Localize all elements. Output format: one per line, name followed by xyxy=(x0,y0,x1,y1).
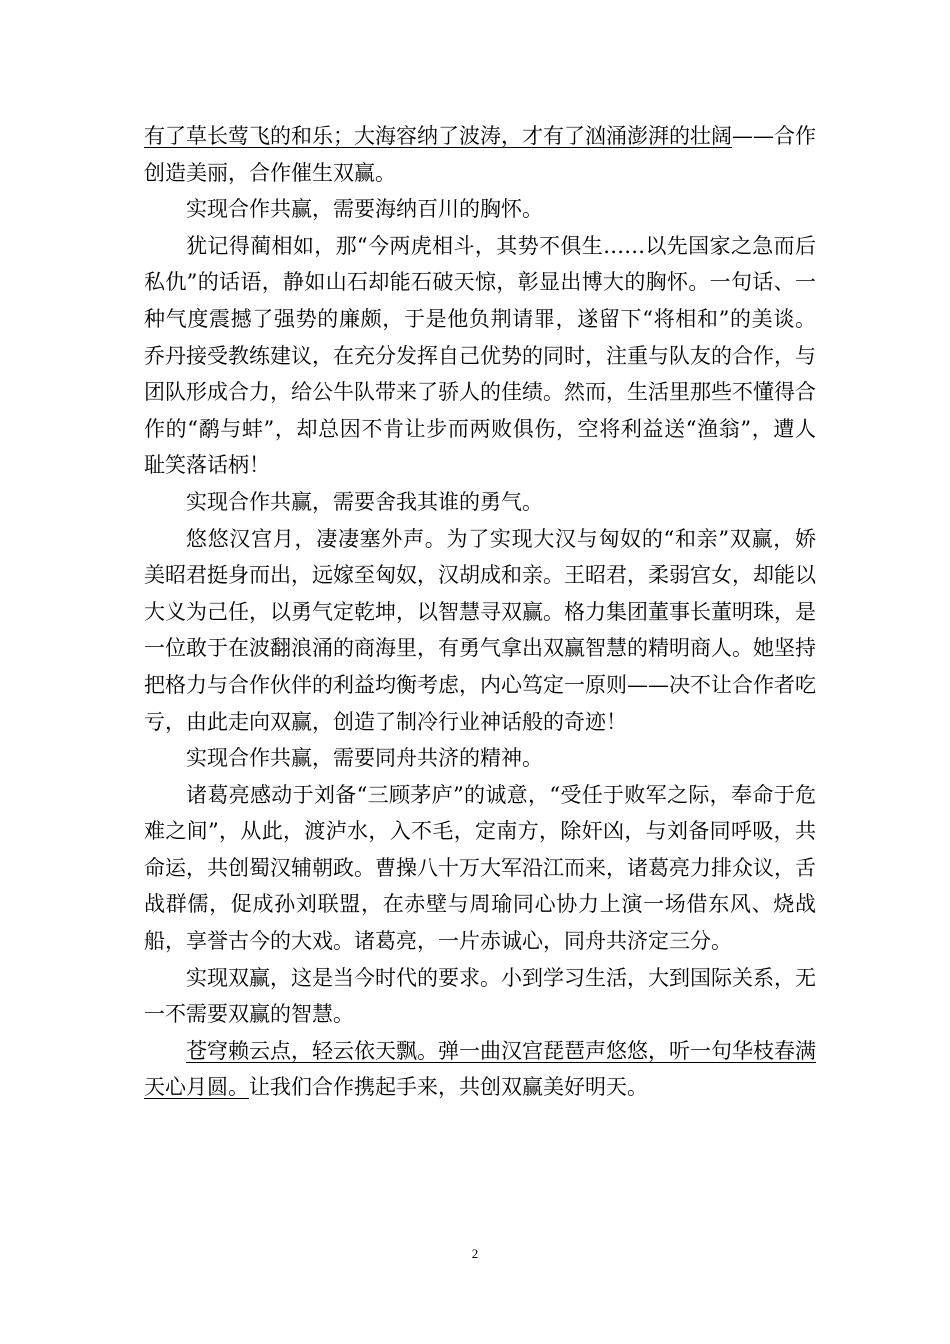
paragraph-4: 诸葛亮感动于刘备“三顾茅庐”的诚意，“受任于败军之际，奉命于危难之间”，从此，渡泸水，入不毛，定南方，除奸凶，与刘备同呼吸，共命运，共创蜀汉辅朝政。曹操八十万大军沿江而来，诸葛亮力排众议，舌战群儒，促成孙刘联盟，在赤壁与周瑜同心协力上演一场借东风、烧战船，享誉古今的大戏。诸葛亮，一片赤诚心，同舟共济定三分。 xyxy=(144,782,816,954)
paragraph-3: 悠悠汉宫月，凄凄塞外声。为了实现大汉与匈奴的“和亲”双赢，娇美昭君挺身而出，远嫁至匈奴，汉胡成和亲。王昭君，柔弱宫女，却能以大义为己任，以勇气定乾坤，以智慧寻双赢。格力集团董事长董明珠，是一位敢于在波翻浪涌的商海里，有勇气拿出双赢智慧的精明商人。她坚持把格力与合作伙伴的利益均衡考虑，内心笃定一原则——决不让合作者吃亏，由此走向双赢，创造了制冷行业神话般的奇迹！ xyxy=(144,526,816,734)
section-heading-2: 实现合作共赢，需要舍我其谁的勇气。 xyxy=(186,489,543,514)
paragraph-1 xyxy=(144,118,816,191)
paragraph-6 xyxy=(144,1033,816,1106)
paragraph-text: ——合作创造美丽，合作催生双赢。 xyxy=(144,124,816,185)
page-number: 2 xyxy=(471,1246,479,1261)
section-heading-3: 实现合作共赢，需要同舟共济的精神。 xyxy=(186,746,543,771)
underlined-text: 苍穹赖云点，轻云依天飘。弹一曲汉宫琵琶声悠悠，听一句华枝春满天心月圆。 xyxy=(144,1038,816,1100)
paragraph-2: 犹记得蔺相如，那“今两虎相斗，其势不俱生……以先国家之急而后私仇”的话语，静如山石却能石破天惊，彰显出博大的胸怀。一句话、一种气度震撼了强势的廉颇，于是他负荆请罪，遂留下“将相和”的美谈。乔丹接受教练建议，在充分发挥自己优势的同时，注重与队友的合作，与团队形成合力，给公牛队带来了骄人的佳绩。然而，生活里那些不懂得合作的“鹬与蚌”，却总因不肯让步而两败俱伤，空将利益送“渔翁”，遭人耻笑落话柄！ xyxy=(144,233,816,478)
document-body xyxy=(144,118,816,1106)
paragraph-text: 让我们合作携起手来，共创双赢美好明天。 xyxy=(249,1075,648,1100)
section-heading-1: 实现合作共赢，需要海纳百川的胸怀。 xyxy=(186,197,543,222)
underlined-text: 有了草长莺飞的和乐；大海容纳了波涛，才有了汹涌澎湃的壮阔 xyxy=(144,124,732,148)
paragraph-5: 实现双赢，这是当今时代的要求。小到学习生活，大到国际关系，无一不需要双赢的智慧。 xyxy=(144,965,816,1027)
